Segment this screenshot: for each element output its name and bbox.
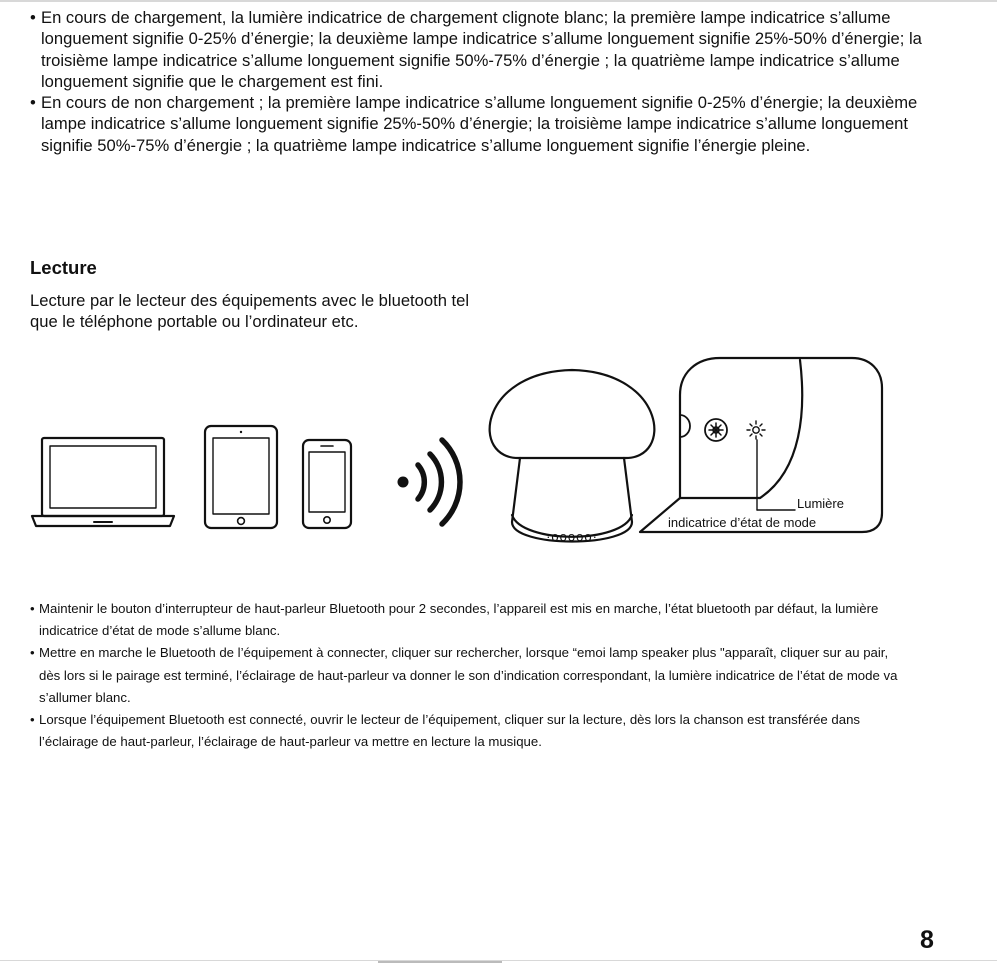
- phone-icon: [303, 440, 351, 528]
- list-item: • En cours de non chargement ; la première lampe indicatrice s’allume longuement signifie 0-25% d’énergie; la deuxième lampe indicatrice s’allume longuement signifie 25%-50% d’énergie; la troisième lampe indicatrice s’allume longuement signifie 50%-75% d’énergie ; la quatrième lampe indicatrice s’allume longuement signifie l’énergie pleine.: [30, 92, 930, 156]
- list-item: • Lorsque l’équipement Bluetooth est connecté, ouvrir le lecteur de l’équipement, cliquer sur la lecture, dès lors la chanson est transférée dans l’éclairage de haut-parleur, l’éclairage de haut-parleur va mettre en lecture la musique.: [30, 709, 910, 753]
- mode-indicator-label-line2: indicatrice d’état de mode: [668, 515, 817, 530]
- list-item: • En cours de chargement, la lumière indicatrice de chargement clignote blanc; la première lampe indicatrice s’allume longuement signifie 0-25% d’énergie; la deuxième lampe indicatrice s’allume longuement signifie 25%-50% d’énergie; la troisième lampe indicatrice s’allume longuement signifie 50%-75% d’énergie ; la quatrième lampe indicatrice s’allume longuement signifie que le chargement est fini.: [30, 7, 930, 92]
- page-number: 8: [920, 926, 934, 954]
- bluetooth-playback-illustration: [0, 350, 997, 560]
- mushroom-speaker-icon: [490, 370, 655, 544]
- charging-indicator-list: [30, 7, 930, 156]
- list-item: • Maintenir le bouton d’interrupteur de haut-parleur Bluetooth pour 2 secondes, l’appareil est mis en marche, l’état bluetooth par défaut, la lumière indicatrice d’état de mode s’allume blanc.: [30, 598, 910, 642]
- bottom-border-mark: [378, 961, 502, 963]
- playback-instructions-list: [30, 598, 910, 753]
- section-title: Lecture: [30, 257, 97, 278]
- tablet-icon: [205, 426, 277, 528]
- mode-indicator-detail: [640, 358, 882, 532]
- mode-indicator-label-line1: Lumière: [797, 496, 844, 511]
- wireless-signal-icon: [398, 440, 460, 524]
- laptop-icon: [32, 438, 174, 526]
- svg-text:·ooooo·: ·ooooo·: [546, 529, 598, 544]
- section-intro: Lecture par le lecteur des équipements avec le bluetooth tel que le téléphone portable ou l’ordinateur etc.: [30, 291, 470, 332]
- list-item: • Mettre en marche le Bluetooth de l’équipement à connecter, cliquer sur rechercher, lorsque “emoi lamp speaker plus "apparaît, cliquer sur au pair, dès lors si le pairage est terminé, l’éclairage de haut-parleur va donner le son d’indication correspondant, la lumière indicatrice de l’état de mode va s’allumer blanc.: [30, 642, 910, 709]
- indicator-light-icon: [747, 421, 765, 439]
- mode-button-icon: [709, 423, 723, 437]
- top-border: [0, 0, 997, 2]
